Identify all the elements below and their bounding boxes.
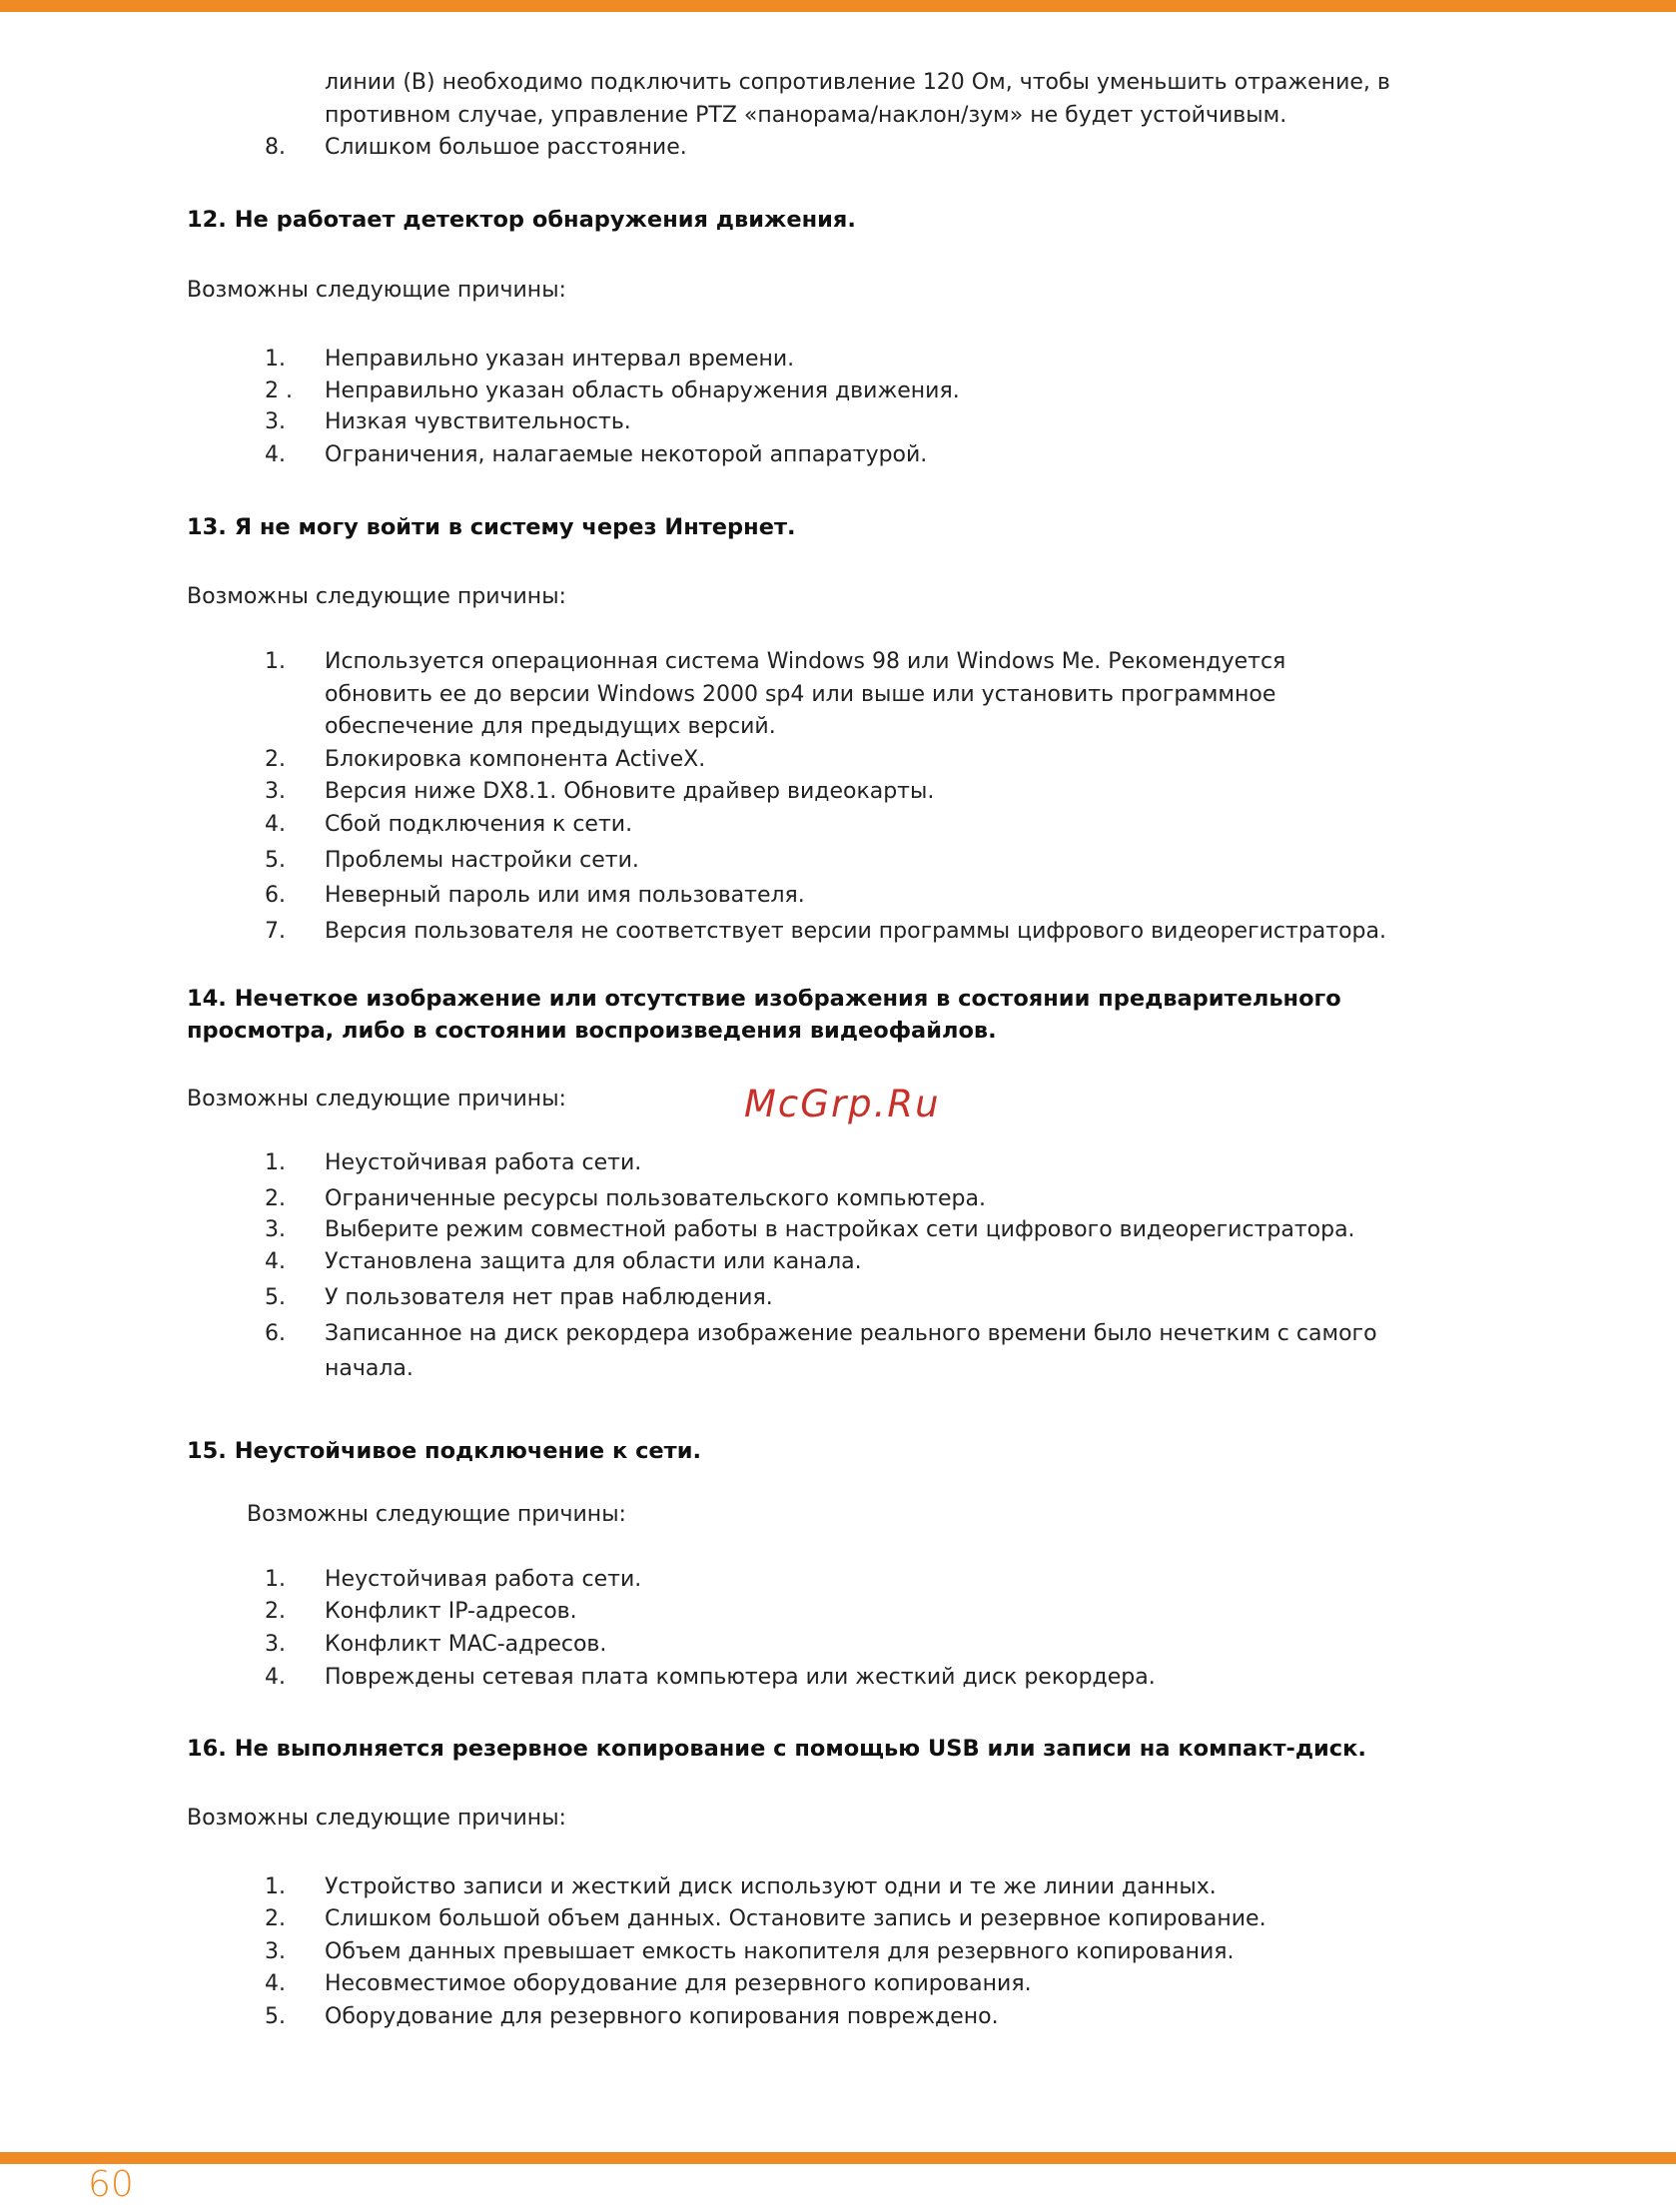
list-number: 3. [265,1217,286,1242]
list-number: 5. [265,1285,286,1310]
section-14-heading: 14. Нечеткое изображение или отсутствие изображения в состоянии предварительного [187,986,1341,1012]
section-14-heading-continued: просмотра, либо в состоянии воспроизведения видеофайлов. [187,1018,997,1044]
list-number: 2. [265,1906,286,1931]
list-item: Конфликт IP-адресов. [325,1599,577,1624]
intro-line-2: противном случае, управление PTZ «панорама/наклон/зум» не будет устойчивым. [325,103,1287,128]
list-item: Неправильно указан область обнаружения движения. [325,378,960,403]
list-item: Конфликт MAC-адресов. [325,1632,607,1657]
list-item: Оборудование для резервного копирования повреждено. [325,2004,999,2029]
list-item: Низкая чувствительность. [325,409,631,434]
list-item: Неустойчивая работа сети. [325,1567,642,1592]
list-item: Блокировка компонента ActiveX. [325,747,706,772]
list-number: 5. [265,2004,286,2029]
list-number: 2. [265,1599,286,1624]
list-number: 3. [265,1939,286,1964]
list-number: 3. [265,779,286,804]
list-number: 1. [265,1567,286,1592]
list-number: 1. [265,1874,286,1899]
list-number: 2. [265,1186,286,1211]
page-number: 60 [88,2164,134,2205]
list-number: 2 . [265,378,293,403]
watermark: McGrp.Ru [744,1083,941,1125]
list-number: 1. [265,347,286,371]
section-15-reasons: Возможны следующие причины: [247,1502,626,1527]
list-item: Ограниченные ресурсы пользовательского компьютера. [325,1186,986,1211]
list-number: 4. [265,1971,286,1996]
list-number: 2. [265,747,286,772]
list-number: 3. [265,1632,286,1657]
list-item: Используется операционная система Windows 98 или Windows Me. Рекомендуется [325,649,1286,674]
section-12-reasons: Возможны следующие причины: [187,278,566,303]
list-number: 4. [265,1665,286,1690]
list-item: Проблемы настройки сети. [325,848,639,873]
list-item: Слишком большой объем данных. Остановите запись и резервное копирование. [325,1906,1266,1931]
list-number: 1. [265,1150,286,1175]
list-number: 5. [265,848,286,873]
list-number: 4. [265,442,286,467]
list-item: У пользователя нет прав наблюдения. [325,1285,773,1310]
list-item: Сбой подключения к сети. [325,812,633,837]
list-item: Слишком большое расстояние. [325,135,687,160]
list-number: 8. [265,135,286,160]
list-item: Устройство записи и жесткий диск используют одни и те же линии данных. [325,1874,1217,1899]
list-number: 6. [265,883,286,908]
list-item-continued: обеспечение для предыдущих версий. [325,714,776,739]
section-15-heading: 15. Неустойчивое подключение к сети. [187,1438,702,1464]
list-number: 4. [265,812,286,837]
list-item: Повреждены сетевая плата компьютера или жесткий диск рекордера. [325,1665,1156,1690]
list-item: Несовместимое оборудование для резервного копирования. [325,1971,1032,1996]
list-item: Версия ниже DX8.1. Обновите драйвер видеокарты. [325,779,935,804]
list-item: Версия пользователя не соответствует версии программы цифрового видеорегистратора. [325,919,1386,944]
list-item-continued: обновить ее до версии Windows 2000 sp4 или выше или установить программное [325,682,1276,707]
section-13-reasons: Возможны следующие причины: [187,584,566,609]
list-item: Неправильно указан интервал времени. [325,347,795,371]
list-item-continued: начала. [325,1356,414,1381]
section-14-reasons: Возможны следующие причины: [187,1087,566,1111]
list-item: Записанное на диск рекордера изображение реального времени было нечетким с самого [325,1321,1377,1346]
list-number: 7. [265,919,286,944]
intro-line-1: линии (B) необходимо подключить сопротивление 120 Ом, чтобы уменьшить отражение, в [325,70,1390,95]
list-item: Неустойчивая работа сети. [325,1150,642,1175]
list-number: 4. [265,1249,286,1274]
list-item: Установлена защита для области или канала. [325,1249,862,1274]
list-number: 1. [265,649,286,674]
section-12-heading: 12. Не работает детектор обнаружения движения. [187,207,856,233]
section-16-reasons: Возможны следующие причины: [187,1806,566,1831]
list-item: Ограничения, налагаемые некоторой аппаратурой. [325,442,928,467]
list-number: 3. [265,409,286,434]
bottom-accent-bar [0,2152,1676,2164]
list-item: Объем данных превышает емкость накопителя для резервного копирования. [325,1939,1235,1964]
section-13-heading: 13. Я не могу войти в систему через Интернет. [187,514,796,540]
list-number: 6. [265,1321,286,1346]
top-accent-bar [0,0,1676,12]
list-item: Неверный пароль или имя пользователя. [325,883,805,908]
section-16-heading: 16. Не выполняется резервное копирование с помощью USB или записи на компакт-диск. [187,1736,1366,1762]
list-item: Выберите режим совместной работы в настройках сети цифрового видеорегистратора. [325,1217,1355,1242]
